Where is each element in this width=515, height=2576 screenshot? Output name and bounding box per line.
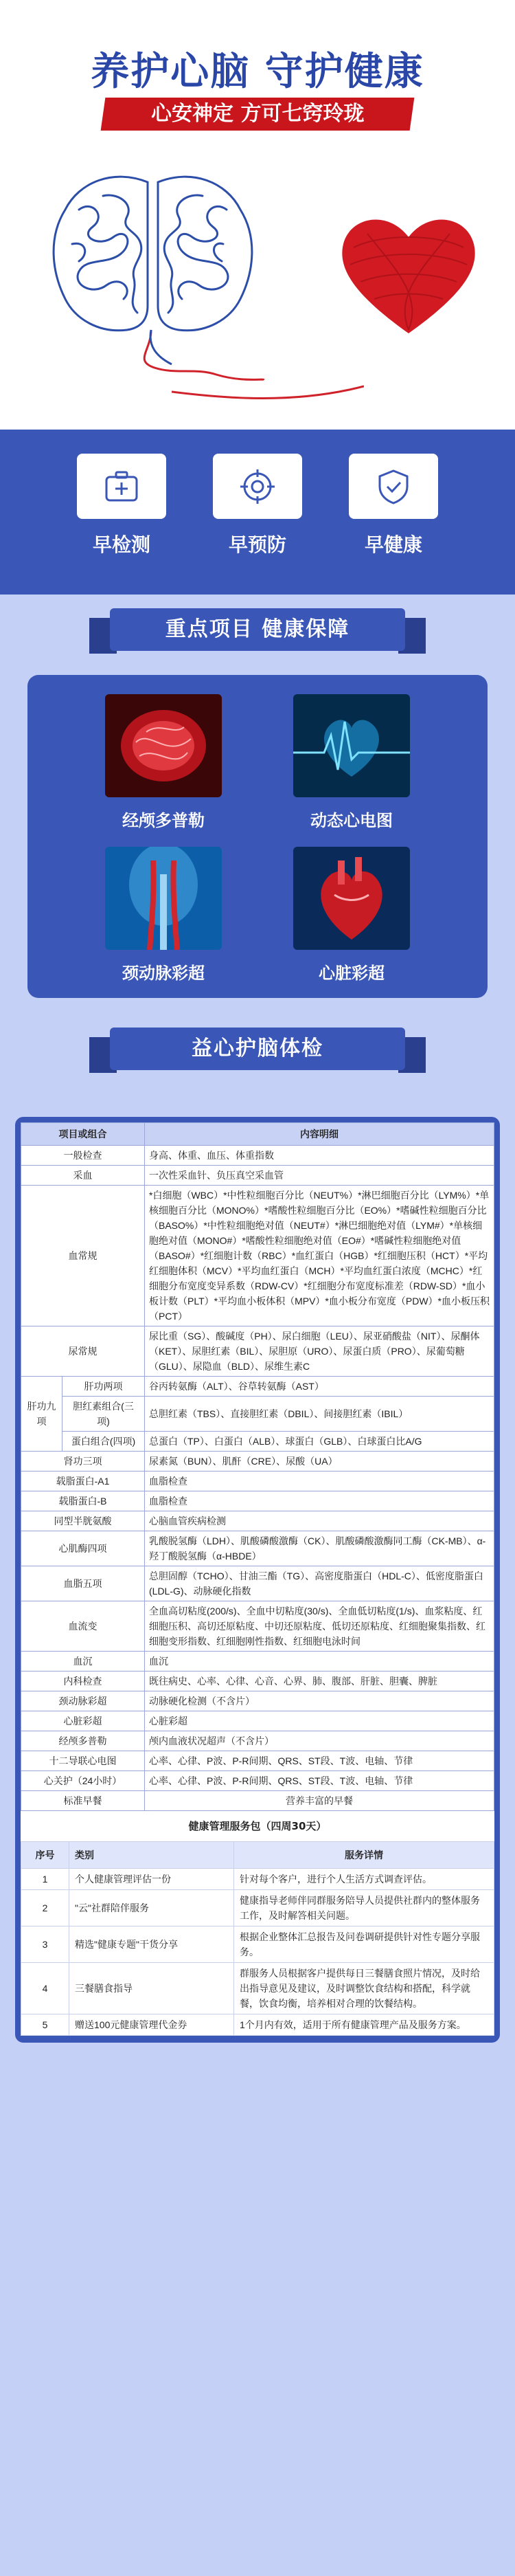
item-name: 尿常规 xyxy=(21,1326,145,1377)
feature-early-prevent xyxy=(213,454,302,557)
item-detail: 颅内血液状况超声（不含片） xyxy=(145,1731,494,1751)
feature-early-health xyxy=(349,454,438,557)
service-number: 3 xyxy=(21,1927,69,1963)
item-detail: 乳酸脱氢酶（LDH）、肌酸磷酸激酶（CK）、肌酸磷酸激酶同工酶（CK-MB）、α-羟丁酸脱氢酶（α-HBDE） xyxy=(145,1531,494,1566)
item-detail: 全血高切粘度(200/s)、全血中切粘度(30/s)、全血低切粘度(1/s)、血浆粘度、红细胞压积、高切还原粘度、中切还原粘度、低切还原粘度、红细胞聚集指数、红细胞变形指数、红细胞刚性指数、红细胞电泳时间 xyxy=(145,1601,494,1652)
table-row xyxy=(21,1186,494,1326)
table-row xyxy=(21,1691,494,1711)
item-detail: 谷丙转氨酶（ALT）、谷草转氨酶（AST） xyxy=(145,1377,494,1397)
table-row xyxy=(21,1672,494,1691)
card-label: 心脏彩超 xyxy=(319,964,385,983)
item-detail: 总胆固醇（TCHO）、甘油三酯（TG）、高密度脂蛋白（HDL-C）、低密度脂蛋白(LDL-G)、动脉硬化指数 xyxy=(145,1566,494,1601)
card-tcd xyxy=(105,694,222,831)
item-detail: 总胆红素（TBS）、直接胆红素（DBIL）、间接胆红素（IBIL） xyxy=(145,1397,494,1432)
table-row xyxy=(21,1377,494,1397)
service-package-title: 健康管理服务包（四周30天） xyxy=(21,1811,494,1841)
item-detail: 营养丰富的早餐 xyxy=(145,1791,494,1811)
item-detail: 血脂检查 xyxy=(145,1472,494,1491)
item-name: 颈动脉彩超 xyxy=(21,1691,145,1711)
service-table-body xyxy=(21,1869,494,2036)
feature-early-detect xyxy=(77,454,166,557)
carotid-artery-image xyxy=(105,847,222,950)
table-header-row xyxy=(21,1842,494,1869)
heart-ecg-image xyxy=(293,694,410,797)
feature-strip xyxy=(0,430,515,595)
service-detail: 针对每个客户，进行个人生活方式调查评估。 xyxy=(234,1869,494,1890)
service-detail: 根据企业整体汇总报告及问卷调研提供针对性专题分享服务。 xyxy=(234,1927,494,1963)
table-row xyxy=(21,1963,494,2014)
service-category: "云"社群陪伴服务 xyxy=(69,1890,234,1927)
column-header: 序号 xyxy=(21,1842,69,1869)
feature-label: 早预防 xyxy=(228,533,286,556)
service-category: 个人健康管理评估一份 xyxy=(69,1869,234,1890)
checkup-table xyxy=(21,1122,494,1811)
table-row xyxy=(21,2014,494,2036)
group-name: 肝功九项 xyxy=(21,1377,62,1452)
item-name: 血沉 xyxy=(21,1652,145,1672)
table-row xyxy=(21,1791,494,1811)
heart-yarn-illustration xyxy=(333,206,484,344)
service-category: 赠送100元健康管理代金券 xyxy=(69,2014,234,2036)
section-title: 益心护脑体检 xyxy=(110,1028,405,1070)
section-ribbon-checkup xyxy=(89,1028,426,1076)
item-name: 载脂蛋白-A1 xyxy=(21,1472,145,1491)
table-header-row xyxy=(21,1123,494,1146)
item-name: 心脏彩超 xyxy=(21,1711,145,1731)
table-row xyxy=(21,1652,494,1672)
item-detail: 既往病史、心率、心律、心音、心界、肺、腹部、肝脏、胆囊、脾脏 xyxy=(145,1672,494,1691)
table-row xyxy=(21,1531,494,1566)
service-detail: 群服务人员根据客户提供每日三餐膳食照片情况，及时给出指导意见及建议，及时调整饮食结构和搭配，科学就餐，饮食均衡，培养相对合理的饮餐结构。 xyxy=(234,1963,494,2014)
table-row xyxy=(21,1432,494,1452)
service-detail: 健康指导老师伴同群服务陪导人员提供社群内的整体服务工作，及时解答相关问题。 xyxy=(234,1890,494,1927)
column-header: 项目或组合 xyxy=(21,1123,145,1146)
hero-subtitle: 心安神定 方可七窍玲珑 xyxy=(150,102,365,126)
table-row xyxy=(21,1890,494,1927)
table-row xyxy=(21,1166,494,1186)
item-detail: 心率、心律、P波、P-R间期、QRS、ST段、T波、电轴、节律 xyxy=(145,1751,494,1771)
table-row xyxy=(21,1711,494,1731)
item-name: 血脂五项 xyxy=(21,1566,145,1601)
card-label: 动态心电图 xyxy=(310,811,393,830)
table-row xyxy=(21,1397,494,1432)
item-name: 采血 xyxy=(21,1166,145,1186)
heart-anatomy-image xyxy=(293,847,410,950)
service-number: 5 xyxy=(21,2014,69,2036)
item-detail: 动脉硬化检测（不含片） xyxy=(145,1691,494,1711)
card-label: 颈动脉彩超 xyxy=(122,964,205,983)
item-detail: 身高、体重、血压、体重指数 xyxy=(145,1146,494,1166)
item-name: 心肌酶四项 xyxy=(21,1531,145,1566)
table-row xyxy=(21,1326,494,1377)
feature-label: 早检测 xyxy=(92,533,150,556)
brain-scan-image xyxy=(105,694,222,797)
item-name: 胆红素组合(三项) xyxy=(62,1397,145,1432)
item-name: 肾功三项 xyxy=(21,1452,145,1472)
feature-label: 早健康 xyxy=(364,533,422,556)
item-detail: 心脑血管疾病检测 xyxy=(145,1511,494,1531)
card-carotid xyxy=(105,847,222,984)
item-detail: 一次性采血针、负压真空采血管 xyxy=(145,1166,494,1186)
yarn-thread-line xyxy=(172,385,364,406)
feature-box xyxy=(77,454,166,519)
item-name: 蛋白组合(四项) xyxy=(62,1432,145,1452)
item-name: 经颅多普勒 xyxy=(21,1731,145,1751)
column-header: 内容明细 xyxy=(145,1123,494,1146)
service-category: 精选"健康专题"干货分享 xyxy=(69,1927,234,1963)
item-name: 血常规 xyxy=(21,1186,145,1326)
table-row xyxy=(21,1511,494,1531)
item-name: 同型半胱氨酸 xyxy=(21,1511,145,1531)
table-row xyxy=(21,1751,494,1771)
feature-box xyxy=(213,454,302,519)
hero-subtitle-badge xyxy=(101,98,415,131)
item-detail: 总蛋白（TP）、白蛋白（ALB）、球蛋白（GLB）、白球蛋白比A/G xyxy=(145,1432,494,1452)
table-row xyxy=(21,1452,494,1472)
item-detail: 血沉 xyxy=(145,1652,494,1672)
table-row xyxy=(21,1566,494,1601)
item-detail: *白细胞（WBC）*中性粒细胞百分比（NEUT%）*淋巴细胞百分比（LYM%）*单核细胞百分比（MONO%）*嗜酸性粒细胞百分比（EO%）*嗜碱性粒细胞百分比（BASO%）*中性粒细胞绝对值（NEUT#）*淋巴细胞绝对值（LYM#）*单核细胞绝对值（MONO#）*嗜酸性粒细胞绝对值（EO#）*嗜碱性粒细胞绝对值（BASO#）*红细胞计数（RBC）*血红蛋白（HGB）*红细胞压积（HCT）*平均红细胞体积（MCV）*平均血红蛋白（MCH）*平均血红蛋白浓度（MCHC）*红细胞分布宽度变异系数（RDW-CV）*红细胞分布宽度标准差（RDW-SD）*血小板计数（PLT）*平均血小板体积（MPV）*血小板分布宽度（PDW）*血小板压积（PCT） xyxy=(145,1186,494,1326)
section-title: 重点项目 健康保障 xyxy=(110,608,405,651)
column-header: 服务详情 xyxy=(234,1842,494,1869)
item-name: 载脂蛋白-B xyxy=(21,1491,145,1511)
card-echo xyxy=(293,847,410,984)
hero-banner xyxy=(0,0,515,430)
item-name: 内科检查 xyxy=(21,1672,145,1691)
item-name: 一般检查 xyxy=(21,1146,145,1166)
section-ribbon-key-items xyxy=(89,608,426,656)
service-number: 1 xyxy=(21,1869,69,1890)
table-row xyxy=(21,1731,494,1751)
feature-box xyxy=(349,454,438,519)
item-name: 血流变 xyxy=(21,1601,145,1652)
key-items-panel xyxy=(27,675,488,998)
item-name: 肝功两项 xyxy=(62,1377,145,1397)
table-row xyxy=(21,1146,494,1166)
item-detail: 心脏彩超 xyxy=(145,1711,494,1731)
service-number: 4 xyxy=(21,1963,69,2014)
service-category: 三餐膳食指导 xyxy=(69,1963,234,2014)
service-detail: 1个月内有效，适用于所有健康管理产品及服务方案。 xyxy=(234,2014,494,2036)
target-icon xyxy=(238,467,277,506)
hero-title: 养护心脑 守护健康 xyxy=(91,49,424,94)
card-holter xyxy=(293,694,410,831)
brain-yarn-illustration xyxy=(38,162,264,388)
item-name: 十二导联心电图 xyxy=(21,1751,145,1771)
item-name: 标准早餐 xyxy=(21,1791,145,1811)
item-detail: 血脂检查 xyxy=(145,1491,494,1511)
table-row xyxy=(21,1771,494,1791)
medical-kit-icon xyxy=(102,467,141,506)
column-header: 类别 xyxy=(69,1842,234,1869)
table-row xyxy=(21,1927,494,1963)
item-detail: 心率、心律、P波、P-R间期、QRS、ST段、T波、电轴、节律 xyxy=(145,1771,494,1791)
table-row xyxy=(21,1869,494,1890)
item-name: 心关护（24小时） xyxy=(21,1771,145,1791)
service-table xyxy=(21,1841,494,2036)
item-detail: 尿比重（SG）、酸碱度（PH）、尿白细胞（LEU）、尿亚硝酸盐（NIT）、尿酮体（KET）、尿胆红素（BIL）、尿胆原（URO）、尿蛋白质（PRO）、尿葡萄糖（GLU）、尿隐血（BLD）、尿维生素C xyxy=(145,1326,494,1377)
item-detail: 尿素氮（BUN）、肌酐（CRE）、尿酸（UA） xyxy=(145,1452,494,1472)
table-row xyxy=(21,1472,494,1491)
table-body-rest xyxy=(21,1452,494,1811)
shield-check-icon xyxy=(374,467,413,506)
card-label: 经颅多普勒 xyxy=(122,811,205,830)
table-row xyxy=(21,1491,494,1511)
table-row xyxy=(21,1601,494,1652)
service-number: 2 xyxy=(21,1890,69,1927)
